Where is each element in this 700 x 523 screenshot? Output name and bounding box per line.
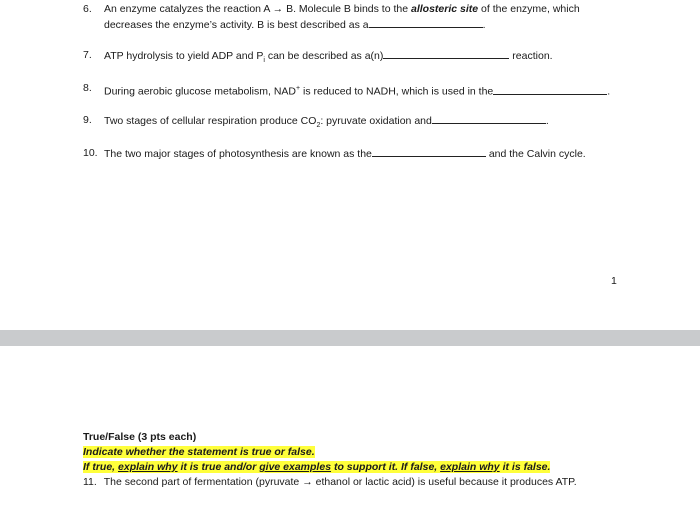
page-number: 1	[611, 275, 617, 287]
question-text: Two stages of cellular respiration produce $CO_2$: pyruvate oxidation and .	[104, 115, 549, 130]
instruction-line-1: Indicate whether the statement is true or false.	[83, 446, 315, 458]
answer-blank	[493, 84, 607, 95]
question-text: The second part of fermentation (pyruvate → ethanol or lactic acid) is useful because it produces ATP.	[103, 476, 577, 488]
question-text: The two major stages of photosynthesis are known as the and the Calvin cycle.	[104, 148, 586, 160]
worksheet-page-2	[0, 346, 700, 523]
question-number: 6.	[83, 3, 92, 15]
question-number: 10.	[83, 147, 98, 159]
answer-blank	[369, 17, 483, 28]
answer-blank	[383, 48, 509, 59]
question-number: 11.	[83, 476, 97, 488]
instruction-line-2: If true, explain why it is true and/or give examples to support it. If false, explain why it is false.	[83, 461, 551, 473]
question-number: 7.	[83, 49, 92, 61]
page-break-divider	[0, 330, 700, 346]
question-number: 9.	[83, 114, 92, 126]
question-text: ATP hydrolysis to yield ADP and $P_i$ can be described as a(n) reaction.	[104, 50, 553, 65]
question-number: 8.	[83, 82, 92, 94]
question-text: During aerobic glucose metabolism, NAD+ is reduced to NADH, which is used in the .	[104, 85, 611, 98]
question-text-line-2: decreases the enzyme’s activity. B is best described as a .	[104, 19, 486, 31]
section-title: True/False (3 pts each)	[83, 431, 197, 443]
question-text-line-1: An enzyme catalyzes the reaction A → B. Molecule B binds to the allosteric site of the enzyme, which	[104, 3, 580, 15]
question-11	[83, 475, 577, 490]
answer-blank	[432, 113, 546, 124]
answer-blank	[372, 146, 486, 157]
emphasis-allosteric-site: allosteric site	[411, 3, 479, 15]
